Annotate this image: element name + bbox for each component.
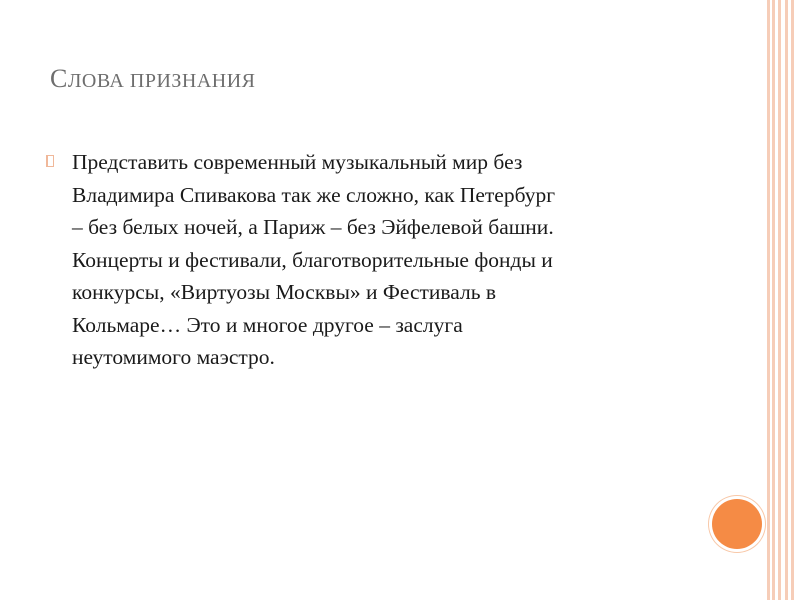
- slide-title-rest: ЛОВА ПРИЗНАНИЯ: [67, 70, 256, 92]
- decorative-rail: [767, 0, 770, 600]
- decorative-rail: [772, 0, 775, 600]
- slide-title: [50, 64, 256, 94]
- bullet-line: Концерты и фестивали, благотворительные фонды и: [72, 247, 553, 272]
- bullet-line: Представить современный музыкальный мир без: [72, 150, 523, 174]
- square-bullet-icon: [46, 155, 54, 167]
- decorative-rail: [778, 0, 781, 600]
- bullet-line: Кольмаре… Это и многое другое – заслуга: [72, 312, 463, 337]
- bullet-line: конкурсы, «Виртуозы Москвы» и Фестиваль в: [72, 280, 497, 304]
- bullet-line: – без белых ночей, а Париж – без Эйфелевой башни.: [72, 215, 554, 239]
- bullet-line: Владимира Спивакова так же сложно, как Петербург: [72, 182, 556, 207]
- slide-title-initial: С: [50, 64, 68, 93]
- decorative-rail: [791, 0, 794, 600]
- decorative-rail: [785, 0, 788, 600]
- decorative-circle: [712, 499, 762, 549]
- bullet-text: [72, 146, 702, 374]
- bullet-line: неутомимого маэстро.: [72, 345, 275, 369]
